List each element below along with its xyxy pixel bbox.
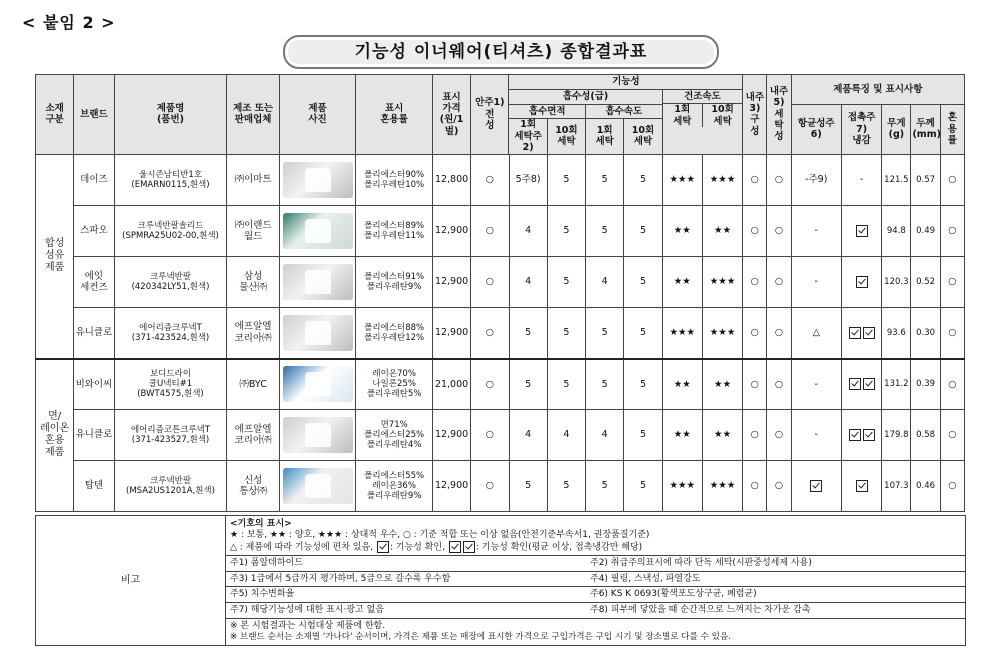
header-blend: 혼 용 률 <box>940 105 964 155</box>
absorb-area-10-cell: 5 <box>547 308 585 359</box>
absorb-area-10-cell: 5 <box>547 206 585 257</box>
cooling-cell: - <box>841 155 881 206</box>
absorb-speed-1-cell: 4 <box>586 257 624 308</box>
absorb-area-10-cell: 4 <box>547 410 585 461</box>
composition-cell: 폴리에스터55% 레이온36% 폴리우레탄9% <box>356 461 433 512</box>
header-category: 소재 구분 <box>36 75 74 155</box>
dry-10-cell: ★★★ <box>702 308 742 359</box>
safety-cell: ○ <box>471 155 509 206</box>
safety-cell: ○ <box>471 410 509 461</box>
composition-cell: 폴리에스터88% 폴리우레탄12% <box>356 308 433 359</box>
durability-cell: ○ <box>743 206 767 257</box>
absorb-area-10-cell: 5 <box>547 155 585 206</box>
check-icon <box>863 378 875 390</box>
price-cell: 12,900 <box>432 410 470 461</box>
photo-cell <box>279 359 356 410</box>
antibacterial-cell: - <box>791 257 841 308</box>
dry-1-cell: ★★★ <box>662 308 702 359</box>
wash-durability-cell: ○ <box>767 410 791 461</box>
blend-cell: ○ <box>940 410 964 461</box>
photo-cell <box>279 461 356 512</box>
note-7: 주7) 해당기능성에 대한 표시·광고 없음 <box>230 605 384 616</box>
maker-cell: ㈜이마트 <box>227 155 279 206</box>
absorb-speed-10-cell: 5 <box>624 410 662 461</box>
blend-cell: ○ <box>940 359 964 410</box>
absorb-speed-1-cell: 5 <box>586 308 624 359</box>
photo-cell <box>279 410 356 461</box>
note-6: 주6) KS K 0693(황색포도상구균, 폐렴균) <box>590 589 757 600</box>
price-cell: 12,900 <box>432 257 470 308</box>
absorb-speed-wash-1: 1회 세탁 <box>586 119 624 153</box>
notes-table <box>35 515 966 646</box>
absorb-area-1-cell: 4 <box>509 257 547 308</box>
notes-label: 비고 <box>36 516 226 646</box>
product-cell: 보디드라이 쿨U넥티#1 (BWT4575,흰색) <box>114 359 227 410</box>
header-wash-durability: 내주5) 세 탁 성 <box>767 75 791 155</box>
header-cooling: 접촉주7) 냉감 <box>841 105 881 155</box>
header-durability: 내주3) 구 성 <box>743 75 767 155</box>
results-body <box>35 154 965 512</box>
check-icon <box>863 429 875 441</box>
header-absorb-area <box>509 105 586 155</box>
absorb-speed-title: 흡수속도 <box>586 105 662 119</box>
product-cell: 크루넥반팔 (420342LY51,흰색) <box>114 257 227 308</box>
absorb-area-10-cell: 5 <box>547 461 585 512</box>
absorb-speed-10-cell: 5 <box>624 155 662 206</box>
product-cell: 에어리즘코튼크루넥T (371-423527,흰색) <box>114 410 227 461</box>
header-price: 표시 가격 (원/1벌) <box>432 75 470 155</box>
category-cell: 합성 섬유 제품 <box>36 155 74 359</box>
drying-title: 건조속도 <box>663 90 743 104</box>
durability-cell: ○ <box>743 257 767 308</box>
check-icon <box>856 480 868 492</box>
thickness-cell: 0.30 <box>911 308 940 359</box>
notes-content <box>226 516 966 646</box>
product-cell: 크루넥반팔 (MSA2US1201A,흰색) <box>114 461 227 512</box>
price-cell: 12,800 <box>432 155 470 206</box>
antibacterial-cell <box>791 461 841 512</box>
maker-cell: ㈜이랜드 월드 <box>227 206 279 257</box>
category-cell: 면/ 레이온 혼용 제품 <box>36 359 74 512</box>
brand-cell: 탑텐 <box>74 461 114 512</box>
table-row <box>36 410 965 461</box>
composition-cell: 폴리에스터91% 폴리우레탄9% <box>356 257 433 308</box>
brand-cell: 에잇 세컨즈 <box>74 257 114 308</box>
legend-line-1: ★ : 보통, ★★ : 양호, ★★★ : 상대적 우수, ○ : 기준 적합 또는 이상 없음(안전기준부속서1, 권장품질기준) <box>230 529 650 540</box>
cooling-cell <box>841 410 881 461</box>
check-icon <box>449 541 461 553</box>
product-cell: 크루넥반팔솔리드 (SPMRA25U02-00,흰색) <box>114 206 227 257</box>
header-photo: 제품 사진 <box>279 75 356 155</box>
table-row <box>36 155 965 206</box>
wash-durability-cell: ○ <box>767 257 791 308</box>
absorb-speed-1-cell: 5 <box>586 206 624 257</box>
durability-cell: ○ <box>743 308 767 359</box>
note-8: 주8) 피부에 닿았을 때 순간적으로 느껴지는 차가운 감촉 <box>590 605 811 616</box>
header-antibacterial: 항균성주6) <box>791 105 841 155</box>
maker-cell: 삼성 물산㈜ <box>227 257 279 308</box>
note-4: 주4) 필링, 스낵성, 파열강도 <box>590 573 701 584</box>
safety-cell: ○ <box>471 308 509 359</box>
price-cell: 21,000 <box>432 359 470 410</box>
composition-cell: 면71% 폴리에스터25% 폴리우레탄4% <box>356 410 433 461</box>
check-icon <box>849 327 861 339</box>
absorb-area-10-cell: 5 <box>547 257 585 308</box>
cooling-cell <box>841 461 881 512</box>
thickness-cell: 0.57 <box>911 155 940 206</box>
dry-10-cell: ★★ <box>702 359 742 410</box>
blend-cell: ○ <box>940 155 964 206</box>
durability-cell: ○ <box>743 359 767 410</box>
dry-1-cell: ★★ <box>662 206 702 257</box>
product-photo <box>283 213 353 249</box>
absorb-area-1-cell: 5 <box>509 359 547 410</box>
check-icon <box>863 327 875 339</box>
absorb-area-title: 흡수면적 <box>509 105 585 119</box>
check-icon <box>856 225 868 237</box>
product-photo <box>283 366 353 402</box>
wash-durability-cell: ○ <box>767 155 791 206</box>
check-icon <box>463 541 475 553</box>
note-2: 주2) 취급주의표시에 따라 단독 세탁(시판중성세제 사용) <box>590 557 812 568</box>
product-cell: 울시즌남티반1호 (EMARN0115,흰색) <box>114 155 227 206</box>
header-absorb-speed <box>586 105 663 155</box>
antibacterial-cell: -주9) <box>791 155 841 206</box>
wash-durability-cell: ○ <box>767 206 791 257</box>
weight-cell: 107.3 <box>882 461 911 512</box>
table-row <box>36 461 965 512</box>
blend-cell: ○ <box>940 206 964 257</box>
durability-cell: ○ <box>743 155 767 206</box>
legend-double-check: : 기능성 확인(평균 이상, 접촉냉감만 해당) <box>475 542 643 553</box>
check-icon <box>849 429 861 441</box>
header-brand: 브랜드 <box>74 75 114 155</box>
absorb-area-1-cell: 4 <box>509 410 547 461</box>
antibacterial-cell: △ <box>791 308 841 359</box>
header-thickness: 두께 (mm) <box>911 105 940 155</box>
legend-title: <기호의 표시> <box>230 519 292 529</box>
cooling-cell <box>841 257 881 308</box>
maker-cell: ㈜BYC <box>227 359 279 410</box>
weight-cell: 131.2 <box>882 359 911 410</box>
safety-cell: ○ <box>471 206 509 257</box>
product-photo <box>283 264 353 300</box>
header-composition: 표시 혼용률 <box>356 75 433 155</box>
header-safety: 안주1) 전 성 <box>471 75 509 155</box>
antibacterial-cell: - <box>791 359 841 410</box>
table-row <box>36 206 965 257</box>
weight-cell: 179.8 <box>882 410 911 461</box>
brand-cell: 유니클로 <box>74 410 114 461</box>
safety-cell: ○ <box>471 359 509 410</box>
cooling-cell <box>841 206 881 257</box>
thickness-cell: 0.52 <box>911 257 940 308</box>
photo-cell <box>279 155 356 206</box>
dry-1-cell: ★★ <box>662 257 702 308</box>
absorb-speed-10-cell: 5 <box>624 257 662 308</box>
check-icon <box>377 541 389 553</box>
absorb-speed-1-cell: 5 <box>586 155 624 206</box>
header-weight: 무게 (g) <box>882 105 911 155</box>
blend-cell: ○ <box>940 257 964 308</box>
absorb-area-1-cell: 5주8) <box>509 155 547 206</box>
note-9: ※ 본 시험결과는 시험대상 제품에 한함. <box>230 621 386 632</box>
note-1: 주1) 폼알데하이드 <box>230 557 303 568</box>
weight-cell: 121.5 <box>882 155 911 206</box>
table-row <box>36 257 965 308</box>
dry-1-cell: ★★★ <box>662 155 702 206</box>
legend-triangle: △ : 제품에 따라 기능성에 편차 있음, <box>230 542 374 553</box>
product-photo <box>283 417 353 453</box>
thickness-cell: 0.39 <box>911 359 940 410</box>
composition-cell: 레이온70% 나일론25% 폴리우레탄5% <box>356 359 433 410</box>
dry-10-cell: ★★★ <box>702 155 742 206</box>
note-3: 주3) 1급에서 5급까지 평가하며, 5급으로 갈수록 우수함 <box>230 573 451 584</box>
absorb-area-wash-10: 10회 세탁 <box>555 125 578 148</box>
dry-10-cell: ★★ <box>702 410 742 461</box>
absorb-area-1-cell: 4 <box>509 206 547 257</box>
brand-cell: 데이즈 <box>74 155 114 206</box>
brand-cell: 비와이씨 <box>74 359 114 410</box>
brand-cell: 유니클로 <box>74 308 114 359</box>
note-10: ※ 브랜드 순서는 소재별 '가나다' 순서이며, 가격은 제품 또는 매장에 표시한 가격으로 구입가격은 구입 시기 및 장소별로 다를 수 있음. <box>230 631 731 642</box>
table-row <box>36 308 965 359</box>
absorb-speed-1-cell: 4 <box>586 410 624 461</box>
drying-wash-10: 10회 세탁 <box>711 104 734 127</box>
photo-cell <box>279 257 356 308</box>
dry-1-cell: ★★★ <box>662 461 702 512</box>
absorb-area-1-cell: 5 <box>509 308 547 359</box>
header-function: 기능성 <box>509 75 743 90</box>
blend-cell: ○ <box>940 308 964 359</box>
brand-cell: 스파오 <box>74 206 114 257</box>
durability-cell: ○ <box>743 461 767 512</box>
price-cell: 12,900 <box>432 461 470 512</box>
thickness-cell: 0.49 <box>911 206 940 257</box>
maker-cell: 에프알엘 코리아㈜ <box>227 308 279 359</box>
weight-cell: 93.6 <box>882 308 911 359</box>
absorb-speed-10-cell: 5 <box>624 206 662 257</box>
wash-durability-cell: ○ <box>767 308 791 359</box>
durability-cell: ○ <box>743 410 767 461</box>
wash-durability-cell: ○ <box>767 461 791 512</box>
check-icon <box>810 480 822 492</box>
absorb-speed-1-cell: 5 <box>586 359 624 410</box>
wash-durability-cell: ○ <box>767 359 791 410</box>
dry-10-cell: ★★★ <box>702 257 742 308</box>
thickness-cell: 0.58 <box>911 410 940 461</box>
dry-10-cell: ★★★ <box>702 461 742 512</box>
results-table <box>35 74 965 155</box>
absorb-area-10-cell: 5 <box>547 359 585 410</box>
header-drying <box>662 90 743 155</box>
drying-wash-1: 1회 세탁 <box>663 104 703 127</box>
thickness-cell: 0.46 <box>911 461 940 512</box>
absorb-speed-1-cell: 5 <box>586 461 624 512</box>
absorb-speed-wash-10: 10회 세탁 <box>631 125 655 148</box>
header-product: 제품명 (품번) <box>114 75 227 155</box>
cooling-cell <box>841 359 881 410</box>
composition-cell: 폴리에스터90% 폴리우레탄10% <box>356 155 433 206</box>
photo-cell <box>279 206 356 257</box>
product-photo <box>283 162 353 198</box>
check-icon <box>856 276 868 288</box>
legend-check: : 기능성 확인, <box>389 542 445 553</box>
dry-1-cell: ★★ <box>662 359 702 410</box>
dry-10-cell: ★★ <box>702 206 742 257</box>
header-maker: 제조 또는 판매업체 <box>227 75 279 155</box>
table-row <box>36 359 965 410</box>
absorb-area-wash-1: 1회 세탁주2) <box>509 119 547 153</box>
attachment-label: < 붙임 2 > <box>22 13 116 32</box>
safety-cell: ○ <box>471 257 509 308</box>
header-features: 제품특징 및 표시사항 <box>791 75 964 105</box>
absorb-speed-10-cell: 5 <box>624 461 662 512</box>
product-photo <box>283 315 353 351</box>
antibacterial-cell: - <box>791 410 841 461</box>
absorb-area-1-cell: 5 <box>509 461 547 512</box>
composition-cell: 폴리에스터89% 폴리우레탄11% <box>356 206 433 257</box>
cooling-cell <box>841 308 881 359</box>
photo-cell <box>279 308 356 359</box>
weight-cell: 94.8 <box>882 206 911 257</box>
dry-1-cell: ★★ <box>662 410 702 461</box>
maker-cell: 신성 통상㈜ <box>227 461 279 512</box>
note-5: 주5) 치수변화율 <box>230 589 295 600</box>
price-cell: 12,900 <box>432 308 470 359</box>
check-icon <box>849 378 861 390</box>
product-cell: 에어리즘크루넥T (371-423524,흰색) <box>114 308 227 359</box>
maker-cell: 에프알엘 코리아㈜ <box>227 410 279 461</box>
product-photo <box>283 468 353 504</box>
price-cell: 12,900 <box>432 206 470 257</box>
absorb-speed-10-cell: 5 <box>624 359 662 410</box>
legend-line-2 <box>230 541 961 553</box>
blend-cell: ○ <box>940 461 964 512</box>
page-title: 기능성 이너웨어(티셔츠) 종합결과표 <box>283 35 719 69</box>
absorb-speed-10-cell: 5 <box>624 308 662 359</box>
header-absorbency: 흡수성(급) <box>509 90 662 105</box>
weight-cell: 120.3 <box>882 257 911 308</box>
antibacterial-cell: - <box>791 206 841 257</box>
safety-cell: ○ <box>471 461 509 512</box>
